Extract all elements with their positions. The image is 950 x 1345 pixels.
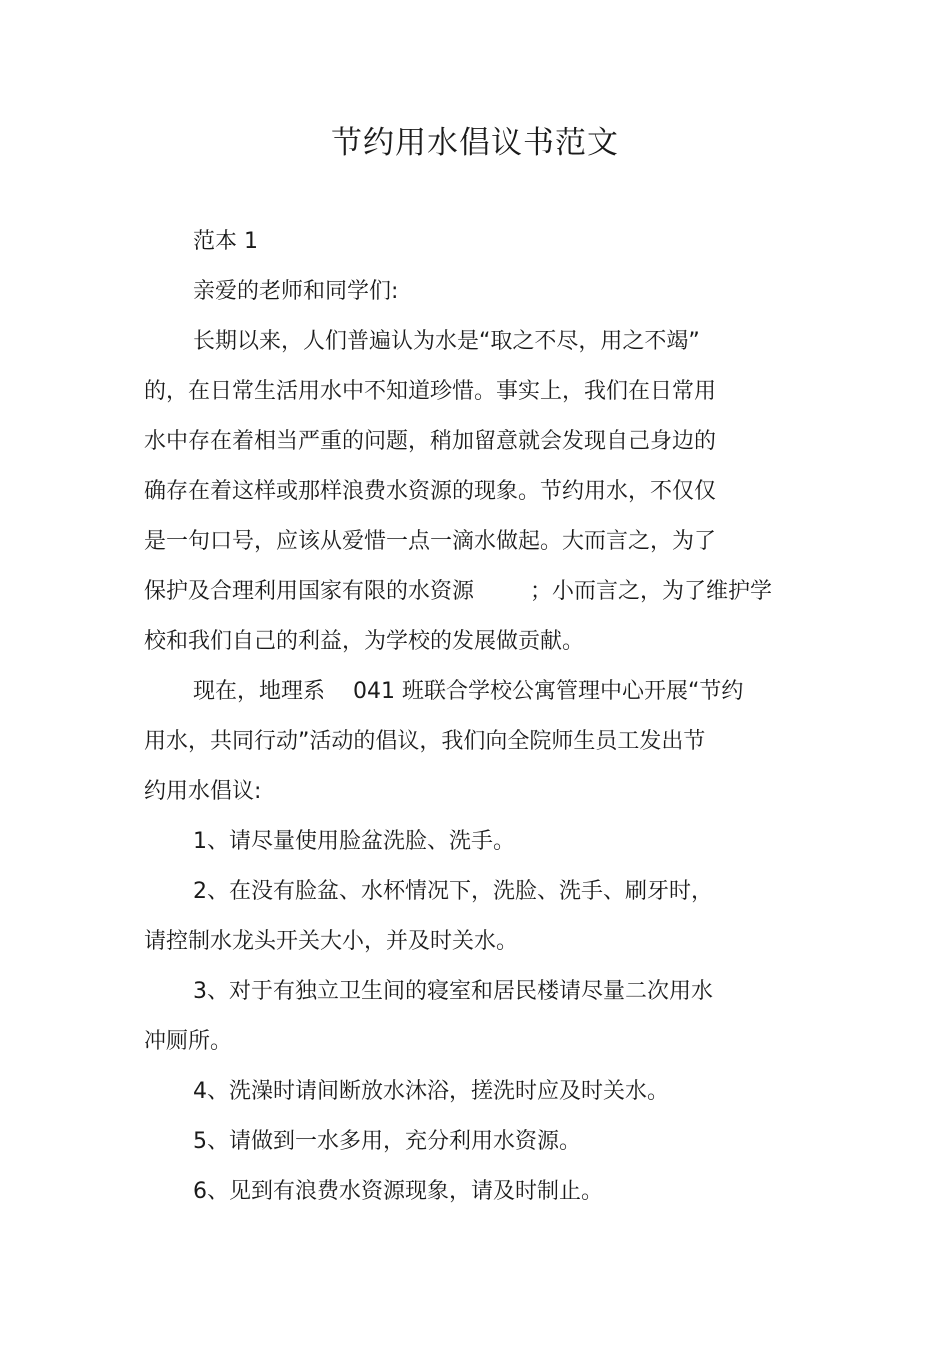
list-item: 5、请做到一水多用，充分利用水资源。 xyxy=(193,1129,581,1154)
sample-label: 范本 1 xyxy=(193,229,258,254)
paragraph-line: 水中存在着相当严重的问题，稍加留意就会发现自己身边的 xyxy=(144,429,717,454)
paragraph-line: 现在，地理系 041 班联合学校公寓管理中心开展“节约 xyxy=(193,679,744,704)
paragraph-line: 是一句口号，应该从爱惜一点一滴水做起。大而言之，为了 xyxy=(144,529,717,554)
document-title: 节约用水倡议书范文 xyxy=(331,125,619,161)
list-item-continuation: 冲厕所。 xyxy=(144,1029,233,1054)
paragraph-line: 校和我们自己的利益，为学校的发展做贡献。 xyxy=(144,629,585,654)
salutation: 亲爱的老师和同学们: xyxy=(193,279,399,304)
list-item-continuation: 请控制水龙头开关大小，并及时关水。 xyxy=(144,929,519,954)
list-item: 6、见到有浪费水资源现象，请及时制止。 xyxy=(193,1179,603,1204)
paragraph-line: 长期以来，人们普遍认为水是“取之不尽，用之不竭” xyxy=(193,329,700,354)
paragraph-line: 确存在着这样或那样浪费水资源的现象。节约用水，不仅仅 xyxy=(144,479,717,504)
list-item: 2、在没有脸盆、水杯情况下，洗脸、洗手、刷牙时， xyxy=(193,879,713,904)
paragraph-line: 保护及合理利用国家有限的水资源 ；小而言之，为了维护学 xyxy=(144,579,772,604)
list-item: 1、请尽量使用脸盆洗脸、洗手。 xyxy=(193,829,515,854)
paragraph-line: 的，在日常生活用水中不知道珍惜。事实上，我们在日常用 xyxy=(144,379,717,404)
paragraph-line: 用水，共同行动”活动的倡议，我们向全院师生员工发出节 xyxy=(144,729,706,754)
list-item: 4、洗澡时请间断放水沐浴，搓洗时应及时关水。 xyxy=(193,1079,669,1104)
list-item: 3、对于有独立卫生间的寝室和居民楼请尽量二次用水 xyxy=(193,979,713,1004)
paragraph-line: 约用水倡议: xyxy=(144,779,262,804)
